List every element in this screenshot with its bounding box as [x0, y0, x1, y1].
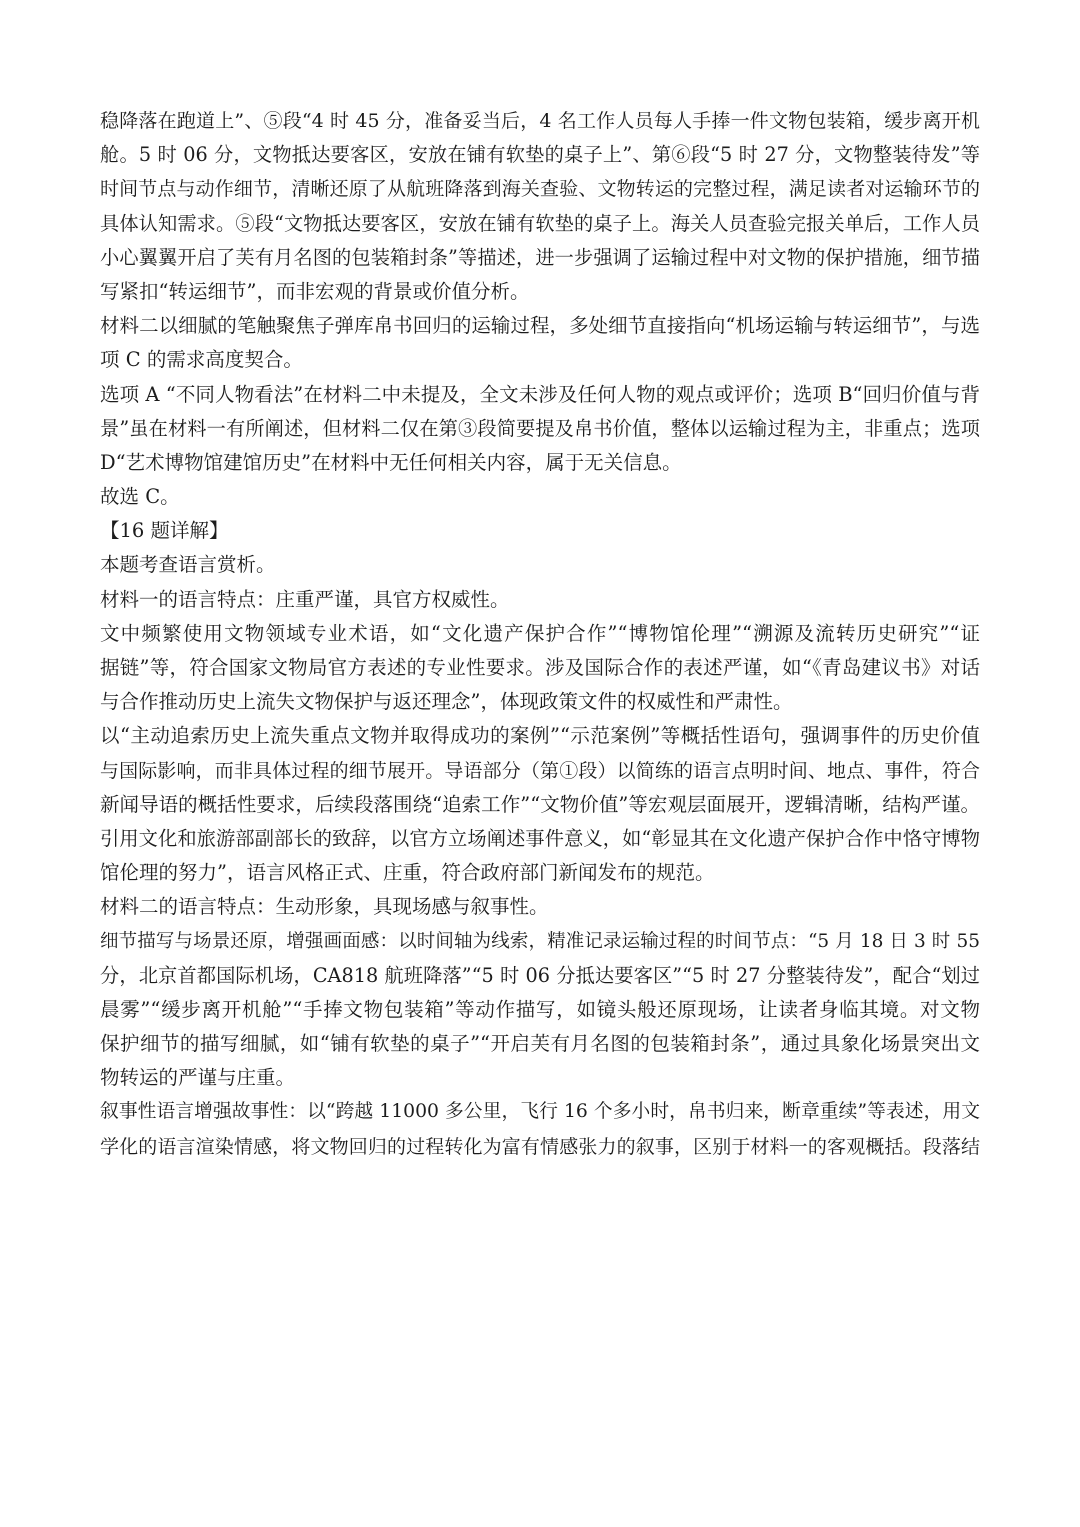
text-line: 写紧扣“转运细节”，而非宏观的背景或价值分析。	[100, 279, 530, 303]
text-line: 据链”等，符合国家文物局官方表述的专业性要求。涉及国际合作的表述严谨，如“《青岛建议书》对话	[100, 656, 980, 679]
text-line: 材料一的语言特点：庄重严谨，具官方权威性。	[100, 587, 510, 611]
text-line: 具体认知需求。⑤段“文物抵达要客区，安放在铺有软垫的桌子上。海关人员查验完报关单后，工作人员	[100, 211, 980, 235]
text-line: 学化的语言渲染情感，将文物回归的过程转化为富有情感张力的叙事，区别于材料一的客观概括。段落结	[100, 1135, 980, 1158]
text-line: 馆伦理的努力”，语言风格正式、庄重，符合政府部门新闻发布的规范。	[100, 861, 715, 885]
text-line: 故选 C。	[100, 485, 180, 509]
text-line: 保护细节的描写细腻，如“铺有软垫的桌子”“开启芙有月名图的包装箱封条”，通过具象化场景突出文	[100, 1032, 980, 1056]
text-line: 时间节点与动作细节，清晰还原了从航班降落到海关查验、文物转运的完整过程，满足读者对运输环节的	[100, 178, 980, 201]
text-line: 【16 题详解】	[100, 519, 229, 543]
text-line: 以“主动追索历史上流失重点文物并取得成功的案例”“示范案例”等概括性语句，强调事件的历史价值	[100, 724, 980, 748]
text-line: 材料二以细腻的笔触聚焦子弹库帛书回归的运输过程，多处细节直接指向“机场运输与转运细节”，与选	[100, 314, 980, 338]
text-line: 叙事性语言增强故事性：以“跨越 11000 多公里，飞行 16 个多小时，帛书归来，断章重续”等表述，用文	[100, 1101, 980, 1123]
text-line: 景”虽在材料一有所阐述，但材料二仅在第③段简要提及帛书价值，整体以运输过程为主，非重点；选项	[100, 416, 980, 440]
text-line: 晨雾”“缓步离开机舱”“手捧文物包装箱”等动作描写，如镜头般还原现场，让读者身临其境。对文物	[100, 997, 980, 1021]
text-line: 材料二的语言特点：生动形象，具现场感与叙事性。	[100, 895, 549, 919]
text-line: D“艺术博物馆建馆历史”在材料中无任何相关内容，属于无关信息。	[100, 450, 682, 474]
text-line: 本题考查语言赏析。	[100, 553, 276, 577]
text-line: 稳降落在跑道上”、⑤段“4 时 45 分，准备妥当后，4 名工作人员每人手捧一件文物包装箱，缓步离开机	[100, 110, 980, 132]
text-line: 细节描写与场景还原，增强画面感：以时间轴为线索，精准记录运输过程的时间节点：“5 月 18 日 3 时 55	[100, 930, 980, 952]
text-line: 与国际影响，而非具体过程的细节展开。导语部分（第①段）以简练的语言点明时间、地点、事件，符合	[100, 759, 980, 782]
text-line: 文中频繁使用文物领域专业术语，如“文化遗产保护合作”“博物馆伦理”“溯源及流转历史研究”“证	[100, 621, 980, 645]
text-line: 分，北京首都国际机场，CA818 航班降落”“5 时 06 分抵达要客区”“5 时 27 分整装待发”，配合“划过	[100, 963, 980, 987]
text-line: 小心翼翼开启了芙有月名图的包装箱封条”等描述，进一步强调了运输过程中对文物的保护措施，细节描	[100, 245, 980, 269]
text-line: 物转运的严谨与庄重。	[100, 1066, 296, 1090]
text-line: 舱。5 时 06 分，文物抵达要客区，安放在铺有软垫的桌子上”、第⑥段“5 时 27 分，文物整装待发”等	[100, 143, 980, 167]
document-body	[100, 104, 980, 1164]
text-line: 选项 A “不同人物看法”在材料二中未提及，全文未涉及任何人物的观点或评价；选项 B“回归价值与背	[100, 382, 980, 406]
text-line: 引用文化和旅游部副部长的致辞，以官方立场阐述事件意义，如“彰显其在文化遗产保护合作中恪守博物	[100, 826, 980, 850]
text-line: 与合作推动历史上流失文物保护与返还理念”，体现政策文件的权威性和严肃性。	[100, 690, 793, 714]
text-line: 项 C 的需求高度契合。	[100, 348, 303, 372]
text-line: 新闻导语的概括性要求，后续段落围绕“追索工作”“文物价值”等宏观层面展开，逻辑清晰，结构严谨。	[100, 792, 980, 816]
